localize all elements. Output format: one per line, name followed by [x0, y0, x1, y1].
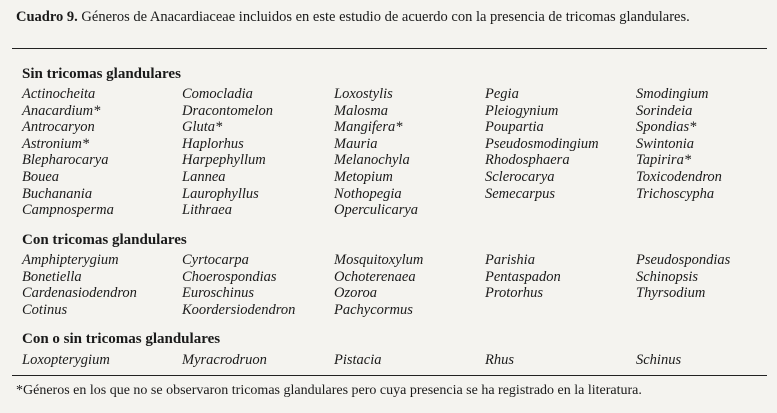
genus-name: Malosma [334, 102, 388, 119]
genus-name: Parishia [485, 252, 535, 268]
genus-name: Operculicarya [334, 202, 419, 219]
caption-text: Géneros de Anacardiaceae incluidos en este estudio de acuerdo con la presencia de tricomas glandulares. [81, 9, 690, 25]
column-3 [334, 352, 382, 369]
caption-label: Cuadro 9. [16, 9, 78, 25]
genus-name: Comocladia [182, 86, 253, 102]
genus-name: Bouea [22, 168, 60, 185]
column-4 [485, 252, 561, 302]
genus-name: Lithraea [182, 202, 232, 219]
genus-name: Blepharocarya [22, 152, 109, 169]
genus-name: Melanochyla [334, 152, 410, 169]
genus-name: Rhus [485, 352, 514, 368]
column-5 [636, 252, 730, 302]
column-4 [485, 352, 514, 369]
genus-name: Pseudospondias [636, 252, 731, 268]
genus-name: Toxicodendron [636, 168, 722, 185]
genus-name: Ozoroa [334, 285, 377, 302]
genus-name: Cyrtocarpa [182, 252, 249, 268]
genus-name: Pseudosmodingium [485, 135, 599, 152]
genus-name: Pentaspadon [485, 268, 561, 285]
genus-name: Haplorhus [182, 135, 244, 152]
genus-name: Antrocaryon [22, 119, 95, 136]
column-5 [636, 352, 681, 369]
genus-name: Bonetiella [22, 268, 82, 285]
genus-name: Spondias* [636, 119, 697, 136]
genus-name: Campnosperma [22, 202, 114, 219]
footnote: *Géneros en los que no se observaron tricomas glandulares pero cuya presencia se ha registrado en la literatura. [16, 383, 642, 398]
column-2 [182, 352, 267, 369]
genus-name: Semecarpus [485, 185, 556, 202]
genus-name: Rhodosphaera [485, 152, 570, 169]
genus-name: Poupartia [485, 119, 544, 136]
genus-name: Pegia [485, 86, 519, 102]
genus-name: Loxopterygium [22, 352, 110, 368]
genus-name: Mangifera* [334, 119, 403, 136]
genus-name: Myracrodruon [182, 352, 267, 368]
genus-name: Schinopsis [636, 268, 699, 285]
column-1 [22, 86, 114, 219]
genus-name: Gluta* [182, 119, 223, 136]
genus-name: Laurophyllus [182, 185, 259, 202]
column-1 [22, 352, 110, 369]
genus-name: Metopium [334, 168, 393, 185]
column-2 [182, 86, 273, 219]
genus-name: Trichoscypha [636, 185, 715, 202]
genus-name: Koordersiodendron [182, 301, 296, 318]
genus-name: Sclerocarya [485, 168, 555, 185]
section-heading-sin: Sin tricomas glandulares [22, 66, 181, 82]
genus-name: Actinocheita [22, 86, 96, 102]
genus-name: Mosquitoxylum [334, 252, 424, 268]
genus-name: Harpephyllum [182, 152, 266, 169]
genus-name: Anacardium* [22, 102, 101, 119]
genus-name: Protorhus [485, 285, 544, 302]
genus-name: Sorindeia [636, 102, 693, 119]
genus-name: Ochoterenaea [334, 268, 416, 285]
genus-name: Schinus [636, 352, 682, 368]
genus-name: Choerospondias [182, 268, 277, 285]
genus-name: Pleiogynium [485, 102, 559, 119]
genus-name: Nothopegia [334, 185, 402, 202]
bottom-rule [12, 375, 767, 376]
genus-name: Tapirira* [636, 152, 692, 169]
section-heading-con: Con tricomas glandulares [22, 232, 187, 248]
genus-name: Amphipterygium [22, 252, 119, 268]
genus-name: Cardenasiodendron [22, 285, 137, 302]
genus-name: Mauria [334, 135, 378, 152]
section-heading-con-o-sin: Con o sin tricomas glandulares [22, 331, 221, 347]
genus-name: Pistacia [334, 352, 382, 368]
column-4 [485, 86, 599, 202]
genus-name: Dracontomelon [182, 102, 274, 119]
genus-name: Astronium* [22, 135, 90, 152]
column-3 [334, 252, 423, 318]
column-1 [22, 252, 137, 318]
genus-name: Thyrsodium [636, 285, 706, 302]
top-rule [12, 48, 767, 49]
table-caption [16, 9, 690, 26]
genus-name: Cotinus [22, 301, 68, 318]
genus-name: Loxostylis [334, 86, 393, 102]
genus-name: Smodingium [636, 86, 709, 102]
genus-name: Buchanania [22, 185, 93, 202]
column-5 [636, 86, 722, 202]
genus-name: Lannea [182, 168, 226, 185]
genus-name: Swintonia [636, 135, 695, 152]
genus-name: Pachycormus [334, 301, 413, 318]
column-3 [334, 86, 418, 219]
genus-name: Euroschinus [182, 285, 254, 302]
column-2 [182, 252, 295, 318]
